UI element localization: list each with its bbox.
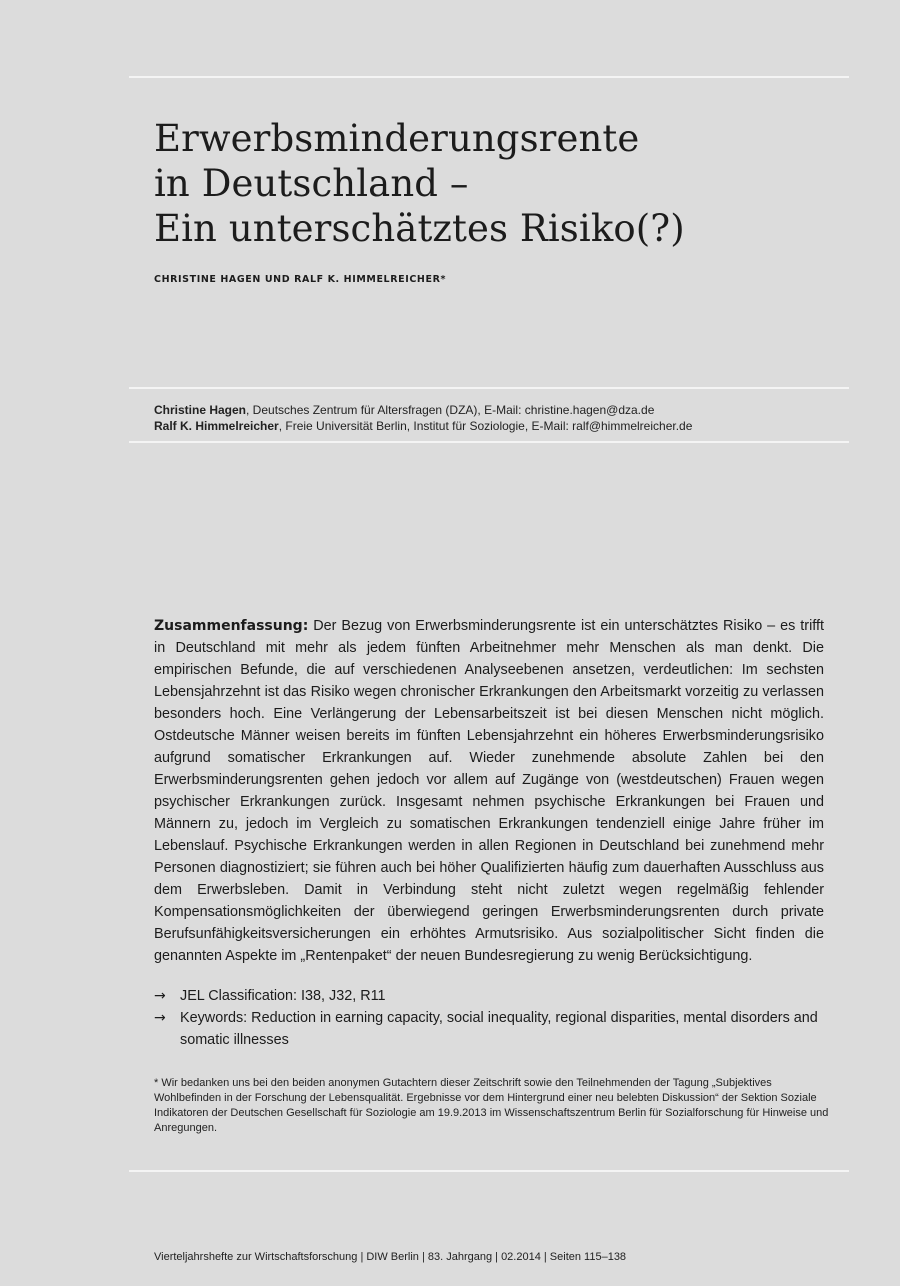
keywords [154, 1007, 824, 1051]
arrow-right-icon: → [154, 988, 166, 1004]
abstract-label: Zusammenfassung: [154, 618, 309, 634]
author-name: Ralf K. Himmelreicher [154, 419, 279, 433]
affiliation-himmelreicher [154, 418, 692, 434]
top-rule [129, 76, 849, 78]
keywords-text: Keywords: Reduction in earning capacity, social inequality, regional disparities, mental disorders and somatic illnesses [180, 1010, 818, 1048]
affiliation-bottom-rule [129, 441, 849, 443]
affiliations [154, 402, 692, 434]
jel-text: JEL Classification: I38, J32, R11 [180, 988, 386, 1004]
author-line: CHRISTINE HAGEN UND RALF K. HIMMELREICHER* [154, 274, 447, 285]
article-title [154, 116, 685, 251]
affiliation-top-rule [129, 387, 849, 389]
affiliation-text: , Freie Universität Berlin, Institut für Soziologie, E-Mail: ralf@himmelreicher.de [278, 419, 693, 433]
title-line: in Deutschland – [154, 162, 469, 205]
bottom-rule [129, 1170, 849, 1172]
affiliation-text: , Deutsches Zentrum für Altersfragen (DZA), E-Mail: christine.hagen@dza.de [246, 403, 655, 417]
affiliation-hagen [154, 402, 692, 418]
footnote: * Wir bedanken uns bei den beiden anonymen Gutachtern dieser Zeitschrift sowie den Teilnehmenden der Tagung „Subjektives Wohlbefinden in der Forschung der Lebensqualität. Ergebnisse vor dem Hintergrund einer neu belebten Diskussion“ der Sektion Soziale Indikatoren der Deutschen Gesellschaft für Soziologie am 19.9.2013 im Wissenschaftszentrum Berlin für Sozialforschung für Hinweise und Anregungen. [154, 1077, 829, 1134]
abstract-text: Der Bezug von Erwerbsminderungsrente ist ein unterschätztes Risiko – es trifft in Deutschland mit mehr als jedem fünften Arbeitnehmer mehr Menschen als man denkt. Die empirischen Befunde, die auf verschiedenen Analyseebenen ansetzen, verdeutlichen: Im sechsten Lebensjahrzehnt ist das Risiko wegen chronischer Erkrankungen den Arbeitsmarkt vorzeitig zu verlassen besonders hoch. Eine Verlängerung der Lebensarbeitszeit ist bei diesen Menschen nicht möglich. Ostdeutsche Männer weisen bereits im fünften Lebensjahrzehnt ein höheres Erwerbsminderungsrisiko aufgrund somatischer Erkrankungen auf. Wieder zunehmende absolute Zahlen bei den Erwerbsminderungsrenten gehen jedoch vor allem auf Zugänge von (westdeutschen) Frauen wegen psychischer Erkrankungen zurück. Insgesamt nehmen psychische Erkrankungen bei Frauen und Männern zu, jedoch im Vergleich zu somatischen Erkrankungen tendenziell einige Jahre früher im Lebenslauf. Psychische Erkrankungen werden in allen Regionen in Deutschland bei zunehmend mehr Personen diagnostiziert; sie führen auch bei höher Qualifizierten häufig zum dauerhaften Ausschluss aus dem Erwerbsleben. Damit in Verbindung steht nicht zuletzt wegen regelmäßig fehlender Kompensationsmöglichkeiten der überwiegend geringen Erwerbsminderungsrenten durch private Berufsunfähigkeitsversicherungen ein erhöhtes Armutsrisiko. Aus sozialpolitischer Sicht finden die genannten Aspekte im „Rentenpaket“ der neuen Bundesregierung zu wenig Berücksichtigung. [154, 618, 824, 964]
jel-classification [154, 985, 824, 1007]
author-name: Christine Hagen [154, 403, 247, 417]
title-line: Erwerbsminderungsrente [154, 117, 640, 160]
journal-footer: Vierteljahrshefte zur Wirtschaftsforschung | DIW Berlin | 83. Jahrgang | 02.2014 | Seiten 115–138 [154, 1251, 627, 1263]
arrow-right-icon: → [154, 1010, 166, 1026]
title-line: Ein unterschätztes Risiko(?) [154, 207, 685, 250]
abstract [154, 615, 824, 967]
classification-list [154, 985, 824, 1051]
